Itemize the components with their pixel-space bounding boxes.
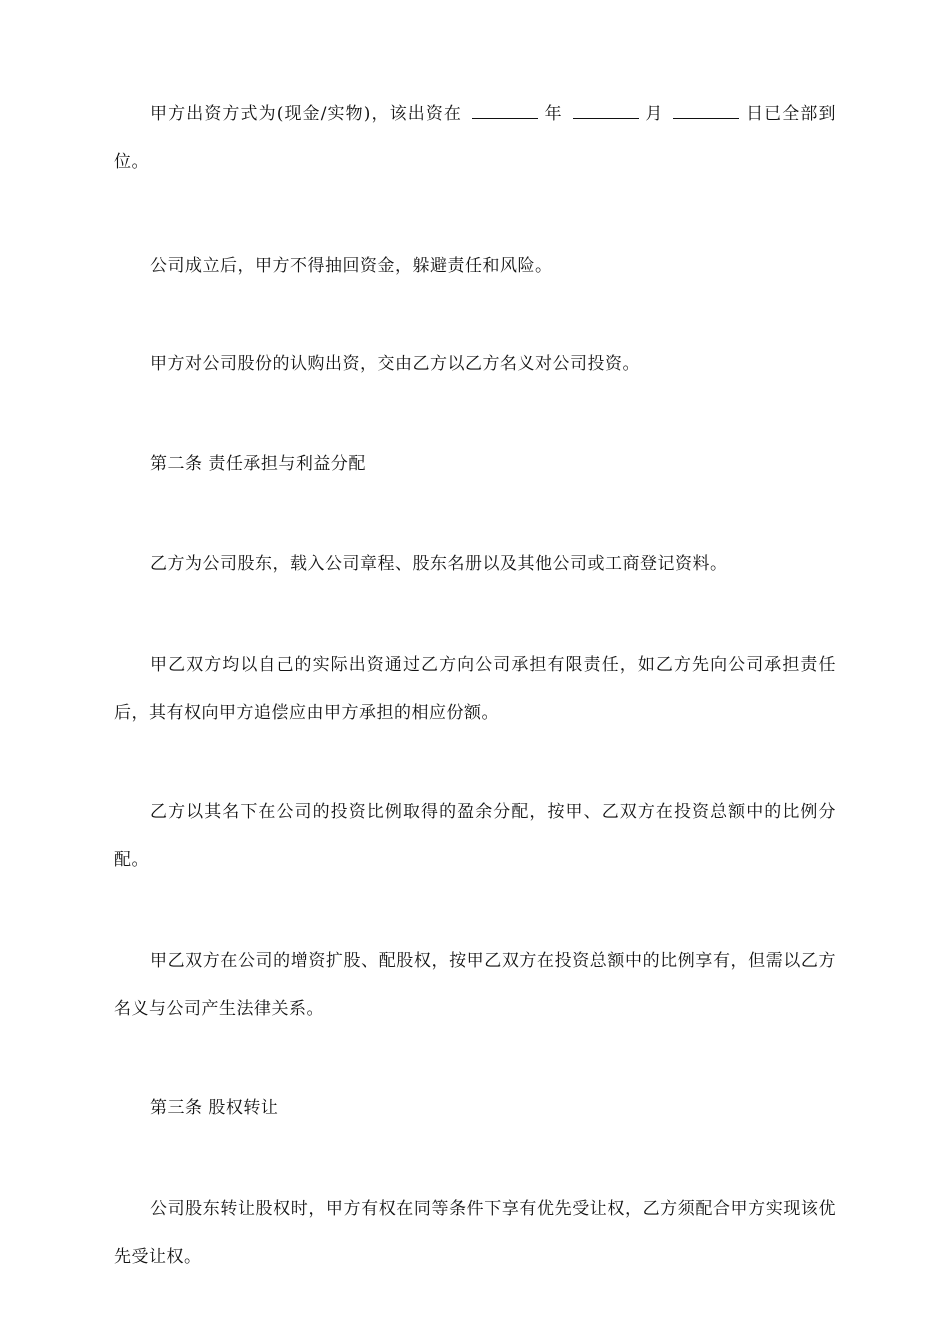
- paragraph-preemptive-right: 公司股东转让股权时，甲方有权在同等条件下享有优先受让权，乙方须配合甲方实现该优先受让权。: [114, 1199, 836, 1267]
- day-label: 日已: [745, 104, 783, 124]
- year-label: 年: [544, 104, 563, 124]
- year-blank: [472, 104, 538, 119]
- paragraph-subscription: 甲方对公司股份的认购出资，交由乙方以乙方名义对公司投资。: [150, 354, 640, 374]
- contribution-text-end: 全部到位。: [114, 104, 837, 172]
- month-blank: [573, 104, 639, 119]
- day-blank: [673, 104, 739, 119]
- paragraph-no-withdrawal: 公司成立后，甲方不得抽回资金，躲避责任和风险。: [150, 256, 553, 276]
- contribution-text: 甲方出资方式为(现金/实物)，该出资在: [150, 104, 463, 124]
- paragraph-profit-distribution: 乙方以其名下在公司的投资比例取得的盈余分配，按甲、乙双方在投资总额中的比例分配。: [114, 802, 836, 870]
- section-heading-article-2: 第二条 责任承担与利益分配: [150, 454, 366, 474]
- section-heading-article-3: 第三条 股权转让: [150, 1098, 279, 1118]
- paragraph-capital-contribution: [114, 90, 836, 186]
- paragraph-liability: 甲乙双方均以自己的实际出资通过乙方向公司承担有限责任，如乙方先向公司承担责任后，其有权向甲方追偿应由甲方承担的相应份额。: [114, 655, 836, 723]
- paragraph-shareholder-registration: 乙方为公司股东，载入公司章程、股东名册以及其他公司或工商登记资料。: [150, 554, 728, 574]
- paragraph-capital-increase: 甲乙双方在公司的增资扩股、配股权，按甲乙双方在投资总额中的比例享有，但需以乙方名义与公司产生法律关系。: [114, 951, 836, 1019]
- month-label: 月: [644, 104, 664, 124]
